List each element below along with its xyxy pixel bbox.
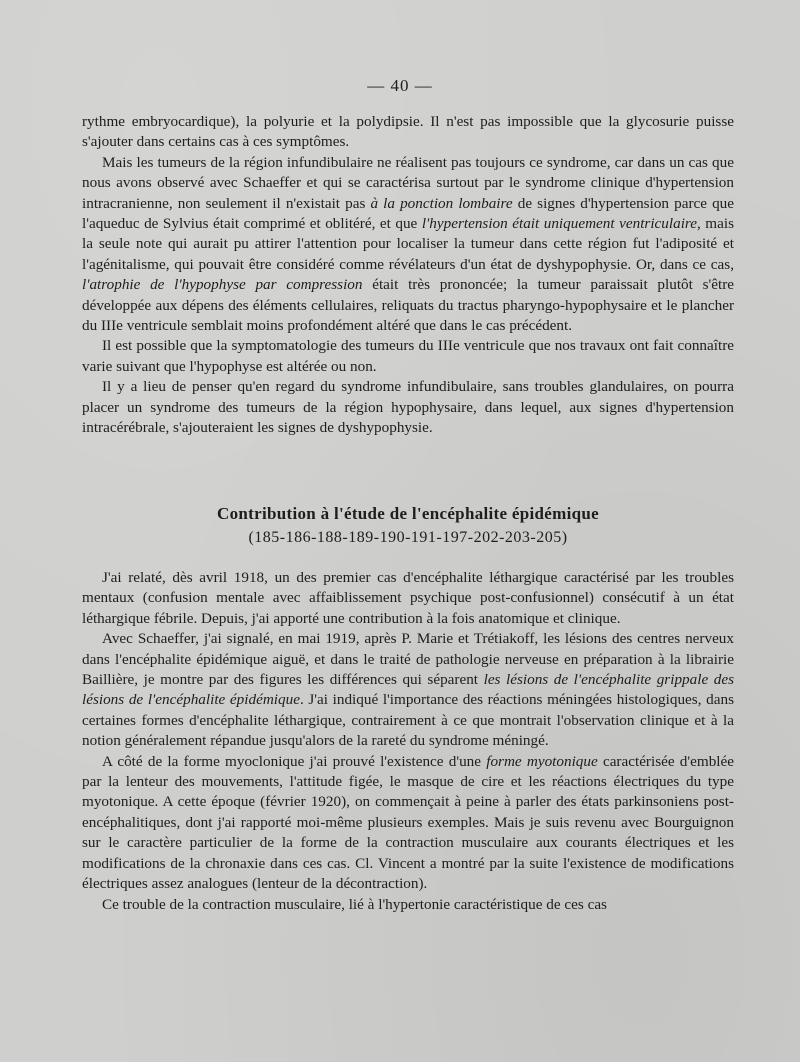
text-run: était très prononcée; la tumeur paraissait plutôt s'être développée aux dépens des éléments cellulaires, reliquats du tractus pharyngo-hypophysaire et le plancher du IIIe ventricule semblait moins profondément altéré que dans le cas précédent. xyxy=(82,276,734,335)
paragraph: J'ai relaté, dès avril 1918, un des premier cas d'encéphalite léthargique caractérisé par les troubles mentaux (confusion mentale avec affaiblissement psychique post-confusionnel) consécutif à un état léthargique fébrile. Depuis, j'ai apporté une contribution à la fois anatomique et clinique. xyxy=(82,569,734,627)
section-heading xyxy=(82,503,734,549)
italic-run: à la ponction lombaire xyxy=(370,194,513,212)
page-number: — 40 — xyxy=(367,76,433,95)
text-run: Mais les tumeurs de la région infundibulaire ne réalisent pas toujours ce syndrome, car dans un cas que nous avons observé avec Schaeffer et qui se caractérisa surtout par le syndrome clinique d'hypertension intracranienne, non seulement il n'existait pas xyxy=(82,153,734,212)
paragraph: rythme embryocardique), la polyurie et la polydipsie. Il n'est pas impossible que la glycosurie puisse s'ajouter dans certains cas à ces symptômes. xyxy=(82,113,734,151)
section-references: (185-186-188-189-190-191-197-202-203-205) xyxy=(248,529,568,546)
italic-run: forme myotonique xyxy=(486,752,598,770)
section-title: Contribution à l'étude de l'encéphalite épidémique xyxy=(217,504,599,523)
text-run: . J'ai indiqué l'importance des réactions méningées histologiques, dans certaines formes d'encéphalite léthargique, contrairement à ce que montrait l'observation clinique et à la notion généralement répandue jusqu'alors de la rareté du syndrome méningé. xyxy=(82,691,734,750)
text-run: Avec Schaeffer, j'ai signalé, en mai 1919, après P. Marie et Trétiakoff, les lésions des centres nerveux dans l'encéphalite épidémique aiguë, et dans le traité de pathologie nerveuse en préparation à la librairie Baillière, je montre par des figures les différences qui séparent xyxy=(82,630,734,689)
top-section xyxy=(82,112,734,439)
text-run: A côté de la forme myoclonique j'ai prouvé l'existence d'une xyxy=(102,752,487,770)
text-run: caractérisée d'emblée par la lenteur des mouvements, l'attitude figée, le masque de cire et les réactions électriques du type myotonique. A cette époque (février 1920), on commençait à peine à parler des états parkinsoniens post-encéphalitiques, dont j'ai rapporté moi-même plusieurs exemples. Mais je suis revenu avec Bourguignon sur le caractère particulier de la forme de la contraction musculaire aux courants électriques et les modifications de la chronaxie dans ces cas. Cl. Vincent a montré par la suite l'existence de modifications électriques assez analogues (lenteur de la décontraction). xyxy=(82,752,734,893)
text-run: de signes d'hypertension parce que l'aqueduc de Sylvius était comprimé et oblitéré, et que xyxy=(82,194,735,233)
bottom-section xyxy=(82,568,734,915)
italic-run: l'atrophie de l'hypophyse par compression xyxy=(82,276,363,294)
paragraph: Ce trouble de la contraction musculaire, lié à l'hypertonie caractéristique de ces cas xyxy=(102,895,607,913)
paragraph xyxy=(82,153,734,337)
paragraph: Il est possible que la symptomatologie des tumeurs du IIIe ventricule que nos travaux ont fait connaître varie suivant que l'hypophyse est altérée ou non. xyxy=(82,337,734,375)
paragraph xyxy=(82,629,734,751)
paragraph: Il y a lieu de penser qu'en regard du syndrome infundibulaire, sans troubles glandulaires, on pourra placer un syndrome des tumeurs de la région hypophysaire, dans lequel, aux signes d'hypertension intracérébrale, s'ajouteraient les signes de dyshypophysie. xyxy=(82,378,734,437)
italic-run: l'hypertension était uniquement ventriculaire xyxy=(421,215,697,233)
text-run: , mais la seule note qui aurait pu attirer l'attention pour localiser la tumeur dans cette région fut l'adiposité et l'agénitalisme, qui pouvait être considéré comme révélateurs d'un état de dyshypophysie. Or, dans ce cas, xyxy=(82,215,734,273)
paragraph xyxy=(82,752,734,895)
italic-run: les lésions de l'encéphalite grippale des lésions de l'encéphalite épidémique xyxy=(82,671,734,709)
